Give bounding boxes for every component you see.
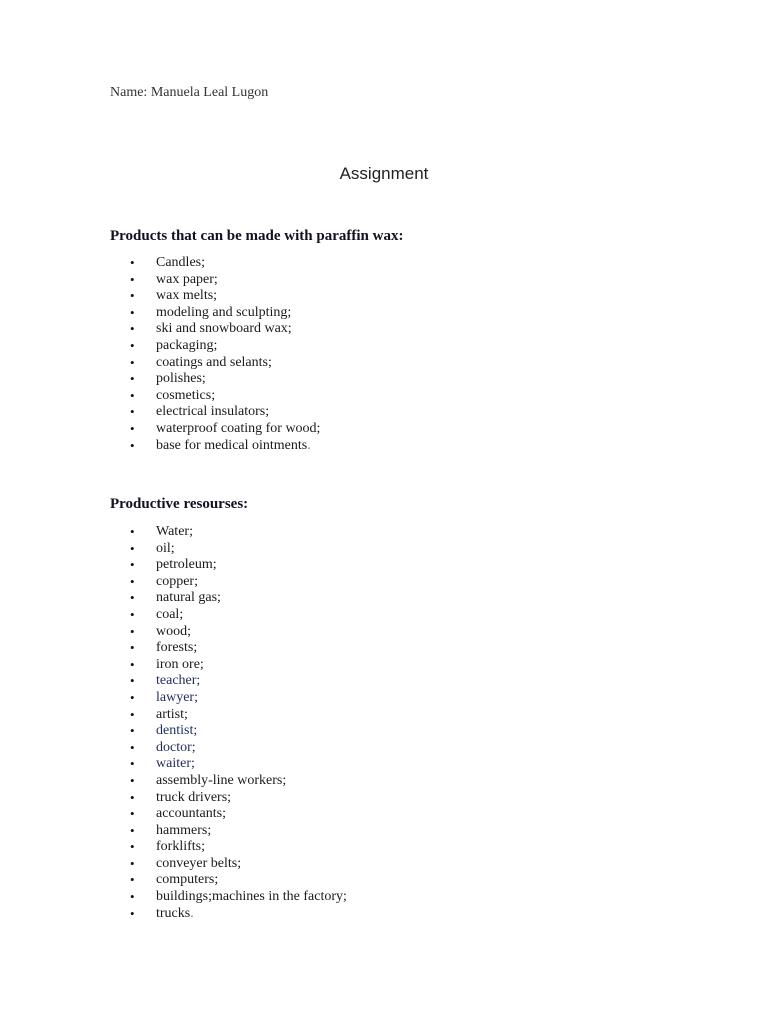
bullet-icon: •	[130, 772, 135, 788]
bullet-icon: •	[130, 288, 135, 304]
section-heading-productive-resources: Productive resourses:	[110, 496, 249, 512]
list-item-text: electrical insulators;	[156, 404, 270, 420]
bullet-icon: •	[130, 855, 135, 871]
section-heading-paraffin-products: Products that can be made with paraffin wax:	[110, 228, 404, 244]
list-item-text: dentist;	[156, 723, 198, 739]
list-item-text: ski and snowboard wax;	[156, 321, 292, 337]
bullet-icon: •	[130, 271, 135, 287]
list-item	[110, 889, 347, 906]
list-item-text: trucks	[156, 905, 191, 921]
list-item	[110, 657, 347, 674]
list-item	[110, 541, 347, 558]
list-item	[110, 740, 347, 757]
bullet-icon: •	[130, 872, 135, 888]
list-item-text: waterproof coating for wood;	[156, 420, 321, 436]
list-item-text: packaging;	[156, 337, 218, 353]
list-item	[110, 773, 347, 790]
bullet-icon: •	[130, 255, 135, 270]
bullet-icon: •	[130, 354, 135, 370]
list-item	[110, 524, 347, 541]
list-item	[110, 607, 347, 624]
list-item	[110, 388, 320, 405]
bullet-icon: •	[130, 889, 135, 905]
list-item-end-mark: .	[190, 905, 194, 921]
list-item-text: doctor;	[156, 739, 196, 755]
list-item-text: cosmetics;	[156, 387, 216, 403]
bullet-icon: •	[130, 806, 135, 822]
list-item-text: Water;	[156, 524, 193, 539]
list-item	[110, 872, 347, 889]
list-item	[110, 707, 347, 724]
bullet-icon: •	[130, 623, 135, 639]
list-item	[110, 823, 347, 840]
bullet-icon: •	[130, 673, 135, 689]
list-item	[110, 806, 347, 823]
bullet-icon: •	[130, 689, 135, 705]
list-item-text: base for medical ointments	[156, 437, 308, 453]
bullet-icon: •	[130, 321, 135, 337]
list-item	[110, 839, 347, 856]
list-item	[110, 856, 347, 873]
list-item	[110, 305, 320, 322]
list-item-end-mark: .	[307, 437, 311, 453]
list-item	[110, 438, 320, 455]
bullet-icon: •	[130, 656, 135, 672]
bullet-icon: •	[130, 524, 135, 539]
productive-resources-list	[110, 524, 347, 922]
list-item-text: natural gas;	[156, 590, 221, 606]
list-item	[110, 288, 320, 305]
list-item-text: accountants;	[156, 806, 226, 822]
student-name: Name: Manuela Leal Lugon	[110, 85, 269, 100]
bullet-icon: •	[130, 304, 135, 320]
list-item-text: waiter;	[156, 756, 195, 772]
bullet-icon: •	[130, 573, 135, 589]
list-item	[110, 255, 320, 272]
list-item-text: petroleum;	[156, 557, 217, 573]
list-item	[110, 673, 347, 690]
list-item-text: artist;	[156, 706, 188, 722]
bullet-icon: •	[130, 822, 135, 838]
list-item	[110, 756, 347, 773]
list-item	[110, 906, 347, 923]
bullet-icon: •	[130, 739, 135, 755]
bullet-icon: •	[130, 540, 135, 556]
list-item-text: oil;	[156, 540, 175, 556]
list-item	[110, 590, 347, 607]
list-item	[110, 338, 320, 355]
list-item	[110, 421, 320, 438]
bullet-icon: •	[130, 590, 135, 606]
list-item	[110, 723, 347, 740]
list-item-text: coal;	[156, 606, 184, 622]
list-item-text: assembly-line workers;	[156, 772, 287, 788]
list-item	[110, 690, 347, 707]
list-item	[110, 557, 347, 574]
bullet-icon: •	[130, 756, 135, 772]
list-item	[110, 624, 347, 641]
list-item-text: wax melts;	[156, 288, 218, 304]
list-item-text: hammers;	[156, 822, 212, 838]
list-item	[110, 404, 320, 421]
list-item-text: buildings;machines in the factory;	[156, 889, 347, 905]
list-item-text: lawyer;	[156, 689, 198, 705]
list-item	[110, 640, 347, 657]
list-item	[110, 790, 347, 807]
list-item-text: teacher;	[156, 673, 201, 689]
bullet-icon: •	[130, 420, 135, 436]
list-item-text: wood;	[156, 623, 191, 639]
page-title: Assignment	[339, 164, 429, 183]
bullet-icon: •	[130, 606, 135, 622]
list-item-text: truck drivers;	[156, 789, 232, 805]
list-item	[110, 355, 320, 372]
list-item-text: wax paper;	[156, 271, 218, 287]
list-item	[110, 371, 320, 388]
bullet-icon: •	[130, 387, 135, 403]
list-item	[110, 272, 320, 289]
bullet-icon: •	[130, 557, 135, 573]
bullet-icon: •	[130, 706, 135, 722]
bullet-icon: •	[130, 371, 135, 387]
list-item-text: forests;	[156, 640, 198, 656]
list-item	[110, 321, 320, 338]
bullet-icon: •	[130, 640, 135, 656]
bullet-icon: •	[130, 905, 135, 921]
list-item-text: conveyer belts;	[156, 855, 242, 871]
bullet-icon: •	[130, 789, 135, 805]
list-item-text: iron ore;	[156, 656, 204, 672]
list-item-text: computers;	[156, 872, 219, 888]
list-item-text: polishes;	[156, 371, 206, 387]
list-item	[110, 574, 347, 591]
list-item-text: modeling and sculpting;	[156, 304, 292, 320]
bullet-icon: •	[130, 839, 135, 855]
list-item-text: forklifts;	[156, 839, 205, 855]
list-item-text: coatings and selants;	[156, 354, 272, 370]
bullet-icon: •	[130, 404, 135, 420]
bullet-icon: •	[130, 437, 135, 453]
list-item-text: Candles;	[156, 255, 205, 270]
paraffin-products-list	[110, 255, 320, 454]
list-item-text: copper;	[156, 573, 198, 589]
bullet-icon: •	[130, 723, 135, 739]
bullet-icon: •	[130, 337, 135, 353]
